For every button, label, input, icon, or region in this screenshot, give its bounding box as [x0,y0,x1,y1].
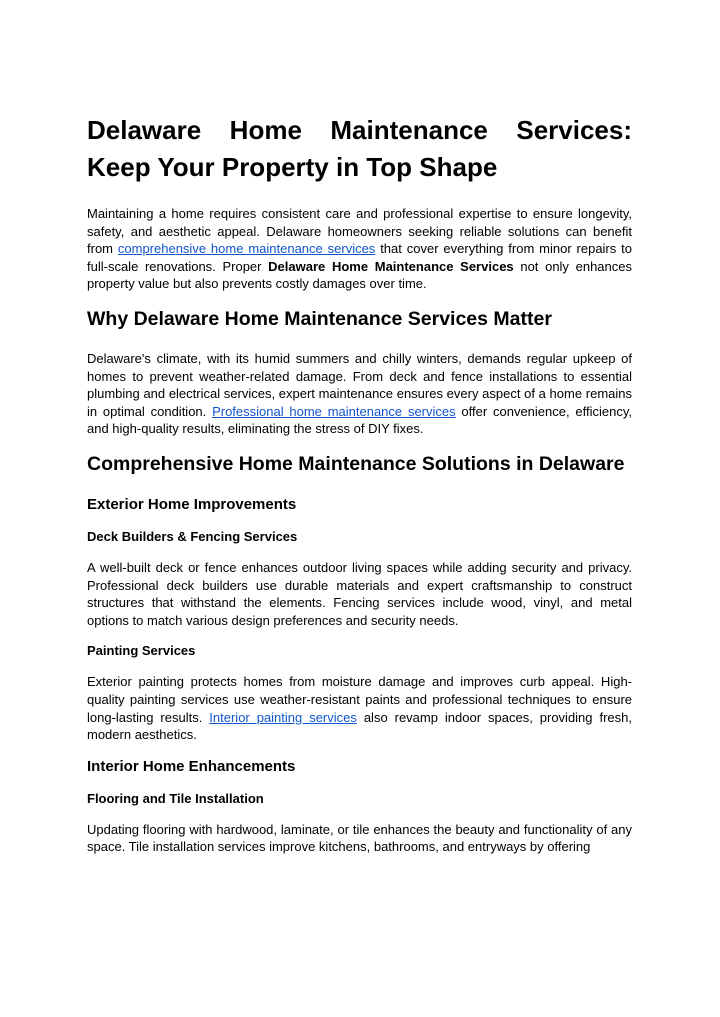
why-text-2: offer convenience, efficiency, and high-quality results, eliminating the stress of DIY fixes. [87,403,632,437]
painting-text-2: also revamp indoor spaces, providing fresh, modern aesthetics. [87,709,632,743]
deck-fencing-paragraph: A well-built deck or fence enhances outdoor living spaces while adding security and privacy. Professional deck builders use durable materials and expert craftsmanship to construct structures that withstand the elements. Fencing services include wood, vinyl, and metal options to match various design preferences and security needs. [87,559,632,628]
painting-heading: Painting Services [87,643,196,659]
intro-bold-text: Delaware Home Maintenance Services [268,258,514,274]
why-paragraph [87,350,632,438]
interior-painting-link[interactable]: Interior painting services [209,709,357,725]
painting-text-1: Exterior painting protects homes from moisture damage and improves curb appeal. High-quality painting services use weather-resistant paints and professional techniques to ensure long-lasting results. [87,674,632,725]
exterior-heading: Exterior Home Improvements [87,495,297,513]
intro-text-1: Maintaining a home requires consistent care and professional expertise to ensure longevity, safety, and aesthetic appeal. Delaware homeowners seeking reliable solutions can benefit from [87,206,632,257]
why-text-1: Delaware's climate, with its humid summers and chilly winters, demands regular upkeep of homes to prevent weather-related damage. From deck and fence installations to essential plumbing and electrical services, expert maintenance ensures every aspect of a home remains in optimal condition. [87,350,632,419]
solutions-heading: Comprehensive Home Maintenance Solutions in Delaware [87,452,625,475]
flooring-heading: Flooring and Tile Installation [87,790,264,806]
comprehensive-services-link[interactable]: comprehensive home maintenance services [117,241,376,257]
page-title: Delaware Home Maintenance Services: Keep Your Property in Top Shape [87,115,632,182]
intro-text-3: not only enhances property value but also prevents costly damages over time. [87,258,632,292]
deck-fencing-heading: Deck Builders & Fencing Services [87,528,298,544]
intro-paragraph [87,205,632,293]
why-heading: Why Delaware Home Maintenance Services Matter [87,307,552,330]
painting-paragraph [87,673,632,743]
document-content [87,112,632,869]
professional-services-link[interactable]: Professional home maintenance services [212,403,456,419]
intro-text-2: that cover everything from minor repairs to full-scale renovations. Proper [87,241,632,274]
flooring-paragraph: Updating flooring with hardwood, laminate, or tile enhances the beauty and functionality of any space. Tile installation services improve kitchens, bathrooms, and entryways by offering [87,821,632,855]
interior-heading: Interior Home Enhancements [87,757,296,775]
